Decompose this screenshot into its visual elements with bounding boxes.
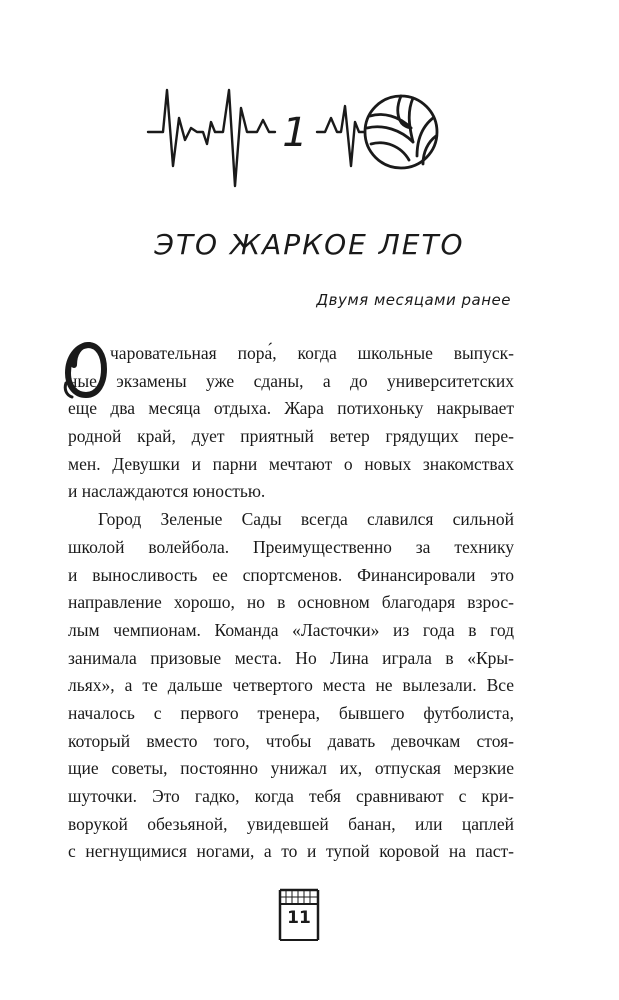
chapter-header-ornament: [145, 82, 445, 197]
paragraph-2: [68, 506, 514, 866]
body-text: [68, 340, 514, 866]
text-line: мен. Девушки и парни мечтают о новых знакомствах: [68, 453, 514, 474]
chapter-number: 1: [282, 110, 308, 156]
text-line: еще два месяца отдыха. Жара потихоньку накрывает: [68, 398, 514, 419]
text-line: занимала призовые места. Но Лина играла в «Кры-: [68, 647, 514, 668]
page-number: 11: [287, 908, 311, 928]
text-line: льях», а те дальше четвертого места не вылезали. Все: [68, 675, 514, 696]
text-line: и выносливость ее спортсменов. Финансировали это: [68, 564, 514, 585]
text-line: Город Зеленые Сады всегда славился сильной: [98, 509, 514, 530]
text-line: который вместо того, чтобы давать девочкам стоя-: [68, 730, 514, 751]
volleyball-icon: [365, 96, 437, 168]
text-line: лым чемпионам. Команда «Ласточки» из года в год: [68, 619, 514, 640]
text-line: и наслаждаются юностью.: [68, 481, 266, 502]
chapter-subtitle: Двумя месяцами ранее: [316, 291, 511, 309]
text-line: ные экзамены уже сданы, а до университетских: [68, 370, 514, 391]
paragraph-1: [68, 340, 514, 506]
text-line: ворукой обезьяной, увидевшей банан, или цаплей: [68, 813, 514, 834]
heartbeat-line-icon: [148, 90, 367, 186]
text-line: с негнущимися ногами, а то и тупой коровой на паст-: [68, 841, 514, 862]
text-line: щие советы, постоянно унижал их, отпуская мерзкие: [68, 758, 514, 779]
chapter-title: ЭТО ЖАРКОЕ ЛЕТО: [154, 228, 465, 261]
text-line: направление хорошо, но в основном благодаря взрос-: [68, 592, 514, 613]
text-line: школой волейбола. Преимущественно за технику: [68, 536, 514, 557]
text-line: шуточки. Это гадко, когда тебя сравнивают с кри-: [68, 786, 514, 806]
text-line: началось с первого тренера, бывшего футболиста,: [68, 702, 514, 723]
dropcap-letter: О: [62, 339, 63, 340]
text-line: чаровательная пора́, когда школьные выпуск-: [110, 343, 514, 363]
text-line: родной край, дует приятный ветер грядущих пере-: [68, 426, 514, 447]
